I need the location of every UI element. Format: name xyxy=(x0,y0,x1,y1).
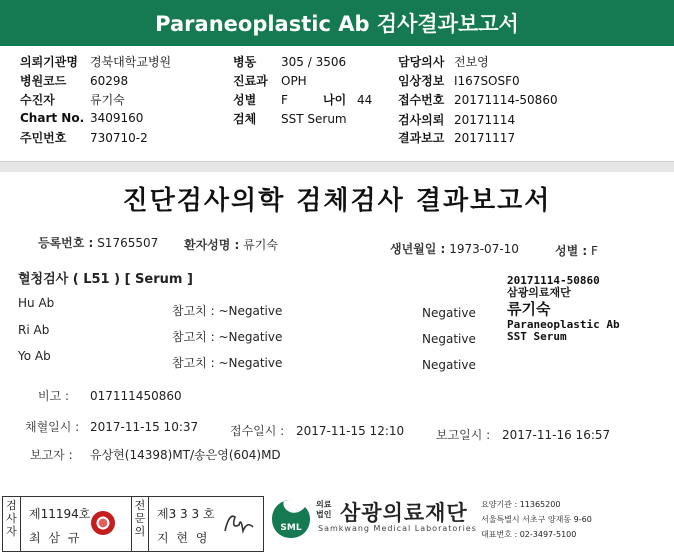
test-reference: 참고치 : ~Negative xyxy=(172,330,283,344)
patient-name-field: 환자성명 : 류기숙 xyxy=(184,238,278,252)
inspector-name: 최 삼 규 xyxy=(29,531,82,545)
sticker-specimen: SST Serum xyxy=(507,330,567,343)
sticker-accession: 20171114-50860 xyxy=(507,274,600,287)
header-row-patient: 수진자 류기숙 xyxy=(20,93,125,107)
collection-time-field: 채혈일시 : 2017-11-15 10:37 xyxy=(25,420,199,434)
specialist-vertical-text: 전 문 의 xyxy=(134,499,146,538)
specimen-label-sticker xyxy=(507,275,620,343)
org-info-phone: 대표번호 : 02-3497-5100 xyxy=(481,530,577,539)
test-name: Hu Ab xyxy=(18,296,55,310)
section-heading: 혈청검사 ( L51 ) [ Serum ] xyxy=(18,272,193,287)
header-info xyxy=(0,46,674,162)
test-result: Negative xyxy=(422,358,476,372)
birthdate-field: 생년월일 : 1973-07-10 xyxy=(390,242,519,256)
signature-icon xyxy=(221,507,257,541)
org-english-name: Samkwang Medical Laboratories xyxy=(318,524,477,533)
report-footer xyxy=(0,494,674,556)
test-result: Negative xyxy=(422,306,476,320)
inspector-vertical-label xyxy=(3,497,21,551)
org-prefix: 의료 법인 xyxy=(316,500,332,519)
inspector-license-no: 제11194호 xyxy=(29,507,91,521)
inspector-vertical-text: 검 사 자 xyxy=(6,499,17,538)
specialist-name: 지 현 영 xyxy=(157,531,210,545)
test-name: Ri Ab xyxy=(18,323,50,337)
header-row-clinical-info: 임상정보 I167SOSF0 xyxy=(398,74,520,88)
specialist-vertical-label xyxy=(131,497,149,551)
test-reference: 참고치 : ~Negative xyxy=(172,356,283,370)
org-info-code: 요양기관 : 11365200 xyxy=(481,500,561,509)
reporter-field: 보고자 : 유상현(14398)MT/송은영(604)MD xyxy=(30,448,281,462)
sml-logo-text: SML xyxy=(280,523,302,533)
org-name: 삼광의료재단 xyxy=(340,501,468,525)
header-row-institution: 의뢰기관명 경북대학교병원 xyxy=(20,55,172,69)
registration-field: 등록번호 : S1765507 xyxy=(38,236,159,250)
test-result: Negative xyxy=(422,332,476,346)
header-row-specimen: 검체 SST Serum xyxy=(233,112,347,126)
test-name: Yo Ab xyxy=(18,349,51,363)
header-row-department: 진료과 OPH xyxy=(233,74,307,88)
header-row-chart-no: Chart No. 3409160 xyxy=(20,111,144,125)
org-info-address: 서울특별시 서초구 양재동 9-60 xyxy=(481,515,592,524)
document-title: 진단검사의학 검체검사 결과보고서 xyxy=(122,186,552,216)
header-row-doctor: 담당의사 전보영 xyxy=(398,55,489,69)
inspector-seal-icon xyxy=(91,511,115,535)
specialist-license-no: 제3 3 3 호 xyxy=(157,507,215,521)
sex-field: 성별 : F xyxy=(555,244,598,258)
sticker-test: Paraneoplastic Ab xyxy=(507,318,620,331)
report-banner xyxy=(0,0,674,46)
test-reference: 참고치 : ~Negative xyxy=(172,304,283,318)
sml-logo-icon xyxy=(268,496,314,542)
section-divider xyxy=(0,162,674,172)
sticker-patient: 류기숙 xyxy=(507,300,551,318)
note-field: 비고 : 017111450860 xyxy=(38,389,182,403)
header-row-resident-no: 주민번호 730710-2 xyxy=(20,131,148,145)
header-row-request-date: 검사의뢰 20171114 xyxy=(398,113,516,127)
header-row-sex: 성별 F 나이 44 xyxy=(233,93,373,107)
header-row-hospital-code: 병원코드 60298 xyxy=(20,74,129,88)
sticker-org: 삼광의료재단 xyxy=(507,286,571,299)
banner-title: Paraneoplastic Ab 검사결과보고서 xyxy=(155,12,519,36)
receipt-time-field: 접수일시 : 2017-11-15 12:10 xyxy=(230,424,405,438)
header-row-accession-no: 접수번호 20171114-50860 xyxy=(398,93,558,107)
header-row-report-date: 결과보고 20171117 xyxy=(398,131,516,145)
signature-box xyxy=(2,496,264,552)
report-time-field: 보고일시 : 2017-11-16 16:57 xyxy=(436,428,611,442)
header-row-ward: 병동 305 / 3506 xyxy=(233,55,347,69)
